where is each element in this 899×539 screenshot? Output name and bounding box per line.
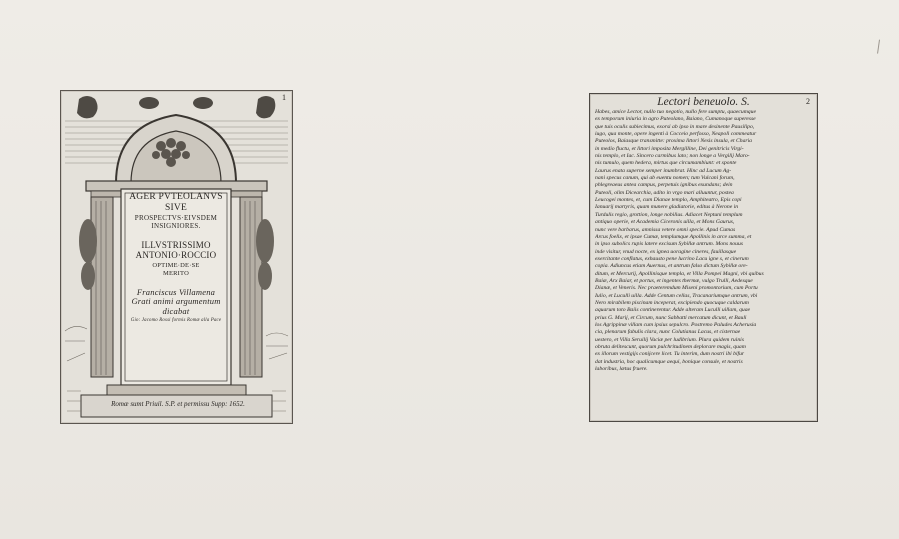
title-page-plate <box>60 90 293 424</box>
preface-line: dat industria, hoc qualicumque aequi, bonique consule, et nostris <box>595 358 743 365</box>
preface-line: laboribus, lætus fruere. <box>595 366 648 373</box>
preface-line: inde visitur, vnud nocte, ex ignea uoragine cineres, fauillasque <box>595 248 737 255</box>
preface-line: que tuis oculis subiecimus, exorsi ab ipso in mare desinente Pausilipo, <box>595 123 755 130</box>
preface-line: iugo, qua monte, opere ingenti à Cocceio perfosso, Neapoli commeatur <box>595 131 757 138</box>
imprint-line: Romæ sumt Priuil. S.P. et permissu Supp: 1652. <box>111 400 245 408</box>
preface-line: in ipso subolics rupis latere excisum Sybillæ antrum. Mons nouus <box>595 241 743 248</box>
title-line-4: INSIGNIORES. <box>151 221 201 230</box>
preface-line: Habes, amice Lector, nullo tuo negotio, nullo fere sumptu, quaecumque <box>595 109 756 115</box>
preface-line: nis templo, et Iac. Sincero carmibus lato; non longe a Vergilij Maro- <box>595 153 750 160</box>
preface-line: aquarum toto Baiis continerentur. Adde alteram Luculli uillam, quae <box>595 307 751 314</box>
preface-line: ex illorum vestigijs conijcere licet. Tu interim, dum nostri ibi bifur <box>595 351 745 358</box>
preface-line: in medio fluctu, et littori imposita Mergilline, Dei genitricis Virgi- <box>595 145 744 152</box>
title-line-2: SIVE <box>165 202 187 213</box>
publisher-line: Gio: Jacomo Rossi formis Romæ alla Pace <box>130 317 222 323</box>
preface-line: exercitante conflatus, exhausto pene lucrino Lacu igne s, et cinerum <box>595 255 749 262</box>
dedication-line-1: ILLVSTRISSIMO <box>141 239 211 250</box>
preface-line: Puteolos, Baiasque transmitte: proxima littori Nesis insula, et Charia <box>595 138 753 145</box>
author-line-2: Grati animi argumentum <box>131 296 221 307</box>
preface-line: nunc vere barbarus, amnissa vetere omni specie. Apud Cumas <box>595 226 736 233</box>
page-number-left: 1 <box>282 93 286 102</box>
preface-line: phlegreaeus antea campus, perpetuis ignibus exundans; dein <box>595 182 733 189</box>
dedication-line-2: ANTONIO·ROCCIO <box>135 250 217 261</box>
preface-line: uestero, et Villa Seruilij Vaciæ per ludibrium. Plura quidem ruinis <box>595 336 744 343</box>
preface-line: ex temporum iniuria in agro Puteolano, Baiano, Cumanoque superesse <box>595 116 756 123</box>
page-number-right: 2 <box>806 97 810 106</box>
preface-line: obruta delitescunt, quorum pulchritudinem deplorare magis, quam <box>595 344 746 350</box>
preface-line: prius G. Marij, et Circum, nunc Sabbatti mercatum dicunt, et Bauli <box>595 314 747 321</box>
preface-title: Lectori beneuolo. S. <box>657 96 750 108</box>
preface-line: Arcus foelix, et ipsae Cumæ, templumque Apollinis in arce summa, et <box>595 233 752 240</box>
preface-line: Turdulis regio, grottion, longe nobilius. Adiacet Neptuni templum <box>595 211 743 218</box>
preface-line: los Agrippinæ villam cum ipsius sepulcro. Postremo Paludes Acherusia <box>595 321 757 328</box>
preface-line: Nero mirabilem piscinam inceperat, excipiendo quocuque caldarum <box>595 299 749 306</box>
preface-line: Iulio, et Luculli uilla. Adde Centum cellas, Tracanariumque antrum, vbi <box>595 292 758 299</box>
title-line-1: AGER PVTEOLANVS <box>129 192 223 202</box>
preface-line: Dianæ, et Veneris. Nec praeteremdum Miseni promontorium, cum Portu <box>595 285 758 292</box>
preface-line: nis tumulo, quem hedera, mirtus que circumambiunt: et sponte <box>595 160 737 167</box>
preface-line: Laurus enata superne semper inumbrat. Hinc ad Lucum Ag- <box>595 167 732 174</box>
dedication-line-4: MERITO <box>163 270 189 278</box>
preface-line: Puteoli, olim Dicearchia, adito in vrgo mari alluuntur, postea <box>595 189 734 196</box>
preface-line: Baiæ, Arx Baiar, et portus, et ingentes thermæ, vulgo Trulli, Aedesque <box>595 277 753 284</box>
preface-line: antiquo operie, et Academia Ciceronis uilla, et Mons Gaurus, <box>595 219 735 226</box>
preface-line: Leucogei montes, et, cum Dianae templo, Amphiteatro, Epis copi <box>595 197 742 204</box>
title-tablet <box>125 192 227 382</box>
dedication-line-3: OPTIME·DE·SE <box>152 261 200 269</box>
preface-body <box>595 109 813 414</box>
preface-line: nani specus canum, qui ab euentu nomen; tum Vulcani forum, <box>595 175 735 182</box>
preface-line: Ianuarij martyris, quam munere gladiatorie, editus à Nerone in <box>595 204 739 211</box>
preface-plate <box>589 93 818 422</box>
title-line-3: PROSPECTVS·EIVSDEM <box>134 213 218 222</box>
author-line-3: dicabat <box>162 306 190 317</box>
author-line-1: Franciscus Villamena <box>136 286 216 297</box>
preface-line: ditum, et Mercurij, Apollinisque templa, et Villa Pompei Magni, vbi quibus <box>595 270 764 277</box>
preface-line: cia, plenarum fabulis clara, nunc Colutianus Lacus, et cisternae <box>595 329 741 336</box>
preface-line: copia. Adiuncus etiam Auernus, et antrum falso dictum Sybillæ ore- <box>595 263 748 270</box>
